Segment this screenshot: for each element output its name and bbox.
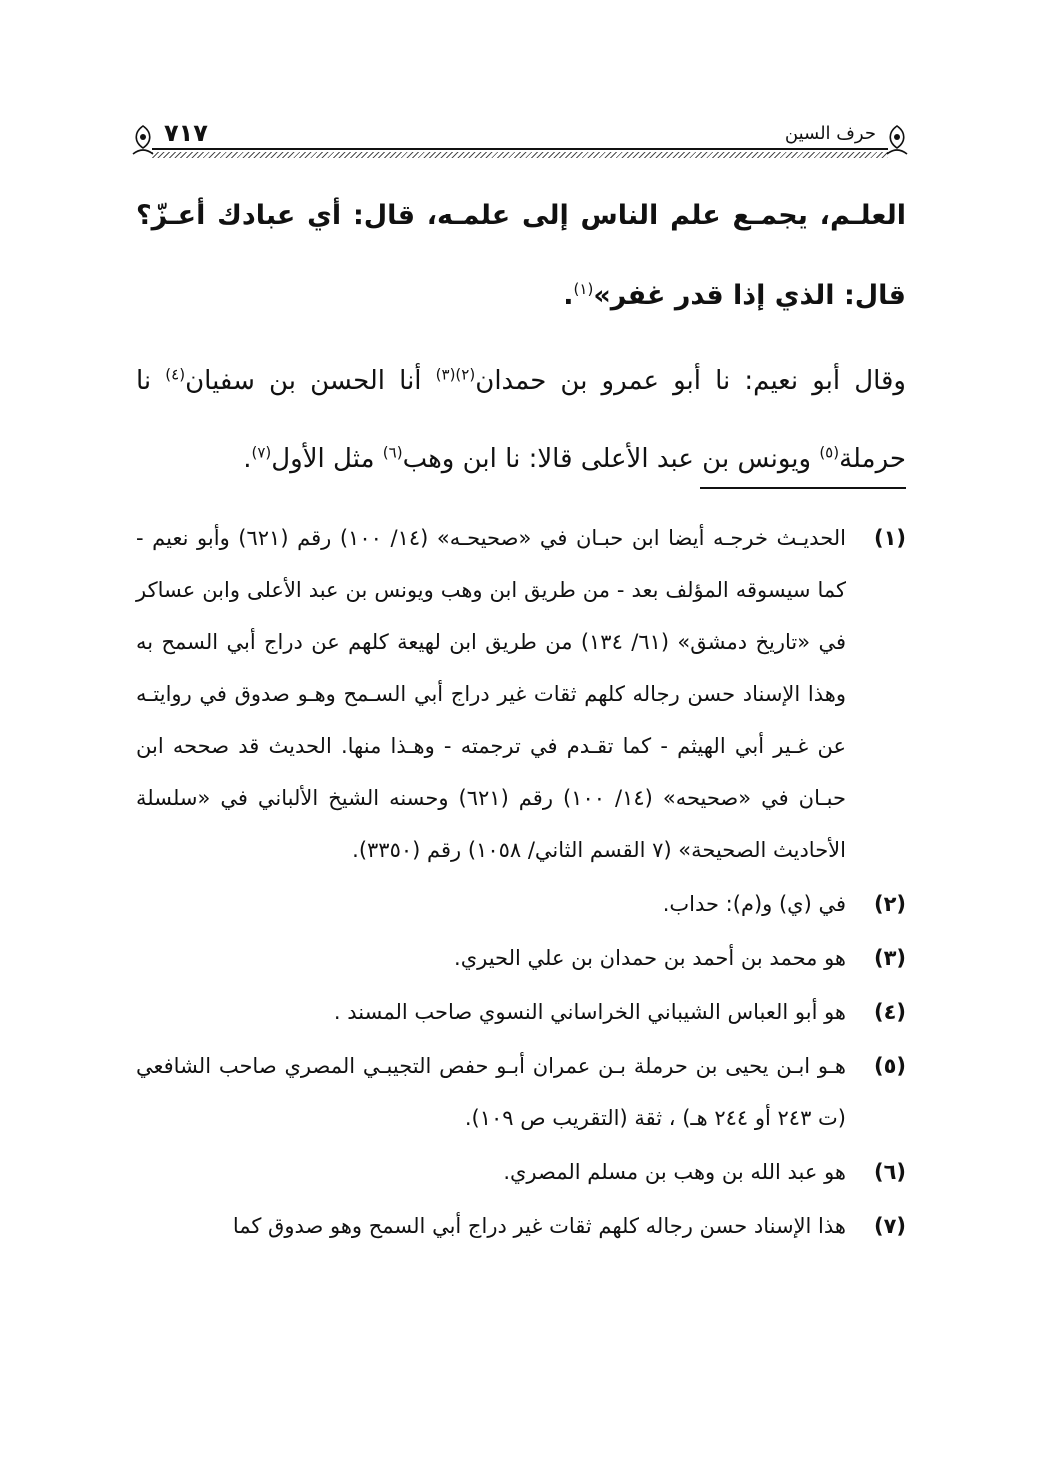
- footnote-text: هذا الإسناد حسن رجاله كلهم ثقات غير دراج أبي السمح وهو صدوق كما: [232, 1214, 846, 1238]
- sentence-end: .: [243, 444, 252, 474]
- footnote-text: هو عبد الله بن وهب بن مسلم المصري.: [503, 1160, 846, 1184]
- footnote-item: [136, 878, 906, 930]
- footnote-separator: [700, 487, 906, 489]
- footnote-ref: (٥): [819, 443, 840, 462]
- isnad-text: ويونس بن عبد الأعلى قالا: نا ابن وهب: [402, 444, 820, 474]
- isnad-text: مثل الأول: [271, 444, 383, 474]
- footnote-ref: (٧): [251, 443, 272, 462]
- footnote-number: (٢): [873, 892, 906, 916]
- isnad-text: نا حرملة: [136, 366, 906, 474]
- footnote-text: هو أبو العباس الشيباني الخراساني النسوي صاحب المسند .: [333, 1000, 846, 1024]
- sentence-end: .: [563, 280, 574, 311]
- header-decorative-border: [152, 152, 888, 158]
- right-ornament-icon: [884, 124, 910, 158]
- footnote-item: [136, 932, 906, 984]
- footnote-number: (٣): [873, 946, 906, 970]
- footnote-text: في (ي) و(م): حداب.: [662, 892, 846, 916]
- footnote-text: هو محمد بن أحمد بن حمدان بن علي الحيري.: [454, 946, 846, 970]
- footnote-text: هـو ابـن يحيى بن حرملة بـن عمران أبـو حفص التجيبـي المصري صاحب الشافعي (ت ٢٤٣ أو ٢٤٤ هـ) ، ثقة (التقريب ص ١٠٩).: [136, 1054, 846, 1130]
- footnote-ref: (٦): [382, 443, 403, 462]
- footnote-number: (٥): [873, 1054, 906, 1078]
- page-number: ٧١٧: [164, 119, 208, 147]
- hadith-text: العلـم، يجمـع علم الناس إلى علمـه، قال: أي عبادك أعـزّ؟ قال: الذي إذا قدر غفر»: [136, 200, 906, 311]
- footnote-item: [136, 1146, 906, 1198]
- isnad-text: أنا الحسن بن سفيان: [185, 366, 436, 396]
- running-title: حرف السين: [784, 123, 876, 144]
- footnote-ref: (٢)(٣): [435, 365, 476, 384]
- header-rule: [152, 148, 888, 150]
- footnote-number: (٤): [873, 1000, 906, 1024]
- running-header: [130, 116, 910, 156]
- footnote-number: (٦): [873, 1160, 906, 1184]
- footnote-text: الحديـث خرجـه أيضا ابن حبـان في «صحيحـه» (١٤/ ١٠٠) رقم (٦٢١) وأبو نعيم - كما سيسوقه المؤلف بعد - من طريق ابن وهب ويونس بن عبد الأعلى وابن عساكر في «تاريخ دمشق» (٦١/ ١٣٤) من طريق ابن لهيعة كلهم عن دراج أبي السمح به وهذا الإسناد حسن رجاله كلهم ثقات غير دراج أبي السـمح وهـو صدوق في روايتـه عن غـير أبي الهيثم - كما تقـدم في ترجمته - وهـذا منها. الحديث قد صححه ابن حبـان في «صحيحه» (١٤/ ١٠٠) رقم (٦٢١) وحسنه الشيخ الألباني في «سلسلة الأحاديث الصحيحة» (٧ القسم الثاني/ ١٠٥٨) رقم (٣٣٥٠).: [136, 526, 846, 862]
- footnote-item: [136, 1200, 906, 1252]
- hadith-text-paragraph: [136, 176, 906, 336]
- footnote-item: [136, 1040, 906, 1144]
- footnote-number: (١): [873, 526, 906, 550]
- footnote-number: (٧): [873, 1214, 906, 1238]
- footnote-ref: (١): [573, 280, 594, 298]
- footnote-ref: (٤): [165, 365, 186, 384]
- footnote-item: [136, 512, 906, 876]
- isnad-text: وقال أبو نعيم: نا أبو عمرو بن حمدان: [475, 366, 906, 396]
- isnad-paragraph: [136, 342, 906, 498]
- footnotes: [136, 512, 906, 1254]
- footnote-item: [136, 986, 906, 1038]
